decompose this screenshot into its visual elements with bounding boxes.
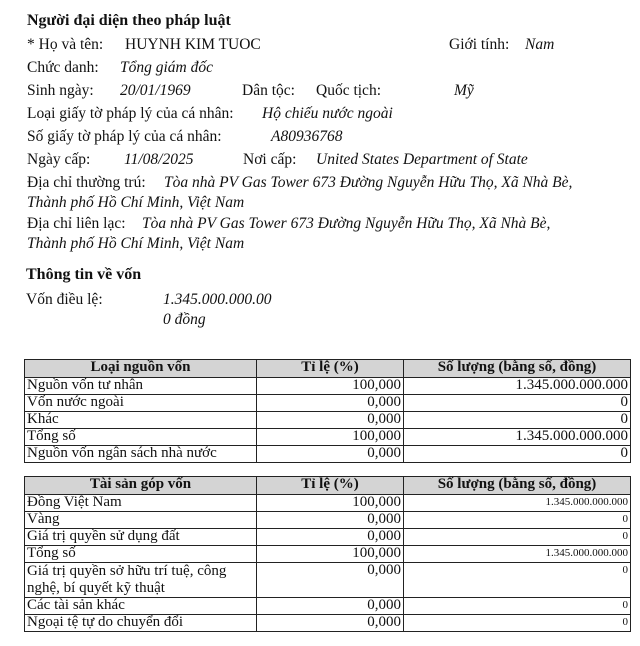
row-ratio: 0,000 (257, 512, 404, 529)
row-ratio: 100,000 (257, 495, 404, 512)
row-amount: 0 (404, 395, 631, 412)
perm-addr-label: Địa chỉ thường trú: (27, 174, 146, 191)
col-header-amount: Số lượng (bằng số, đồng) (404, 360, 631, 378)
row-amount: 1.345.000.000.000 (404, 495, 631, 512)
table-row (25, 412, 631, 429)
row-amount: 0 (404, 598, 631, 615)
contributed-assets-table (24, 476, 631, 632)
row-label: Ngoại tệ tự do chuyển đổi (25, 615, 257, 632)
issue-date-label: Ngày cấp: (27, 151, 91, 168)
row-amount: 0 (404, 446, 631, 463)
doc-no-value: A80936768 (271, 128, 343, 145)
charter-capital-value-line1: 1.345.000.000.00 (163, 291, 272, 308)
nationality-value: Mỹ (454, 82, 474, 99)
table-row (25, 563, 631, 598)
perm-addr-line2: Thành phố Hồ Chí Minh, Việt Nam (27, 194, 245, 211)
row-amount: 1.345.000.000.000 (404, 378, 631, 395)
col-header-amount: Số lượng (bằng số, đồng) (404, 477, 631, 495)
row-amount: 0 (404, 615, 631, 632)
row-ratio: 0,000 (257, 563, 404, 598)
issue-place-label: Nơi cấp: (243, 151, 297, 168)
table-row (25, 446, 631, 463)
perm-addr-line1: Tòa nhà PV Gas Tower 673 Đường Nguyễn Hữu Thọ, Xã Nhà Bè, (164, 174, 573, 191)
row-ratio: 100,000 (257, 429, 404, 446)
col-header-asset-type: Tài sản góp vốn (25, 477, 257, 495)
table-row (25, 529, 631, 546)
row-label: Nguồn vốn tư nhân (25, 378, 257, 395)
col-header-ratio: Tỉ lệ (%) (257, 477, 404, 495)
col-header-source-type: Loại nguồn vốn (25, 360, 257, 378)
table-row (25, 598, 631, 615)
row-ratio: 0,000 (257, 529, 404, 546)
row-label: Vốn nước ngoài (25, 395, 257, 412)
row-amount: 0 (404, 563, 631, 598)
doc-type-label: Loại giấy tờ pháp lý của cá nhân: (27, 105, 234, 122)
charter-capital-label: Vốn điều lệ: (26, 291, 103, 308)
row-label: Vàng (25, 512, 257, 529)
table-row (25, 546, 631, 563)
capital-heading: Thông tin về vốn (26, 266, 142, 283)
ethnic-label: Dân tộc: (242, 82, 295, 99)
row-ratio: 0,000 (257, 446, 404, 463)
doc-no-label: Số giấy tờ pháp lý của cá nhân: (27, 128, 222, 145)
contact-addr-label: Địa chỉ liên lạc: (27, 215, 126, 232)
row-label: Giá trị quyền sử dụng đất (25, 529, 257, 546)
capital-sources-table (24, 359, 631, 463)
table-header-row (25, 360, 631, 378)
contact-addr-line2: Thành phố Hồ Chí Minh, Việt Nam (27, 235, 245, 252)
issue-date-value: 11/08/2025 (124, 151, 194, 168)
gender-value: Nam (525, 36, 555, 53)
title-value: Tổng giám đốc (120, 59, 213, 76)
row-ratio: 100,000 (257, 546, 404, 563)
row-amount: 1.345.000.000.000 (404, 546, 631, 563)
nationality-label: Quốc tịch: (316, 82, 381, 99)
row-ratio: 0,000 (257, 615, 404, 632)
table-row (25, 615, 631, 632)
table-header-row (25, 477, 631, 495)
row-ratio: 0,000 (257, 412, 404, 429)
row-ratio: 0,000 (257, 598, 404, 615)
row-amount: 1.345.000.000.000 (404, 429, 631, 446)
dob-label: Sinh ngày: (27, 82, 94, 99)
charter-capital-value-line2: 0 đồng (163, 311, 206, 328)
row-label: Tổng số (25, 546, 257, 563)
table-row (25, 378, 631, 395)
row-label: Tổng số (25, 429, 257, 446)
row-label: Các tài sản khác (25, 598, 257, 615)
title-label: Chức danh: (27, 59, 99, 76)
doc-type-value: Hộ chiếu nước ngoài (262, 105, 393, 122)
gender-label: Giới tính: (449, 36, 510, 53)
table-row (25, 495, 631, 512)
row-amount: 0 (404, 512, 631, 529)
table-row (25, 512, 631, 529)
col-header-ratio: Tỉ lệ (%) (257, 360, 404, 378)
row-label: Giá trị quyền sở hữu trí tuệ, công nghệ, bí quyết kỹ thuật (25, 563, 257, 598)
issue-place-value: United States Department of State (316, 151, 528, 168)
table-row (25, 429, 631, 446)
row-ratio: 0,000 (257, 395, 404, 412)
name-value: HUYNH KIM TUOC (125, 36, 261, 53)
row-label: Nguồn vốn ngân sách nhà nước (25, 446, 257, 463)
table-row (25, 395, 631, 412)
row-amount: 0 (404, 529, 631, 546)
rep-heading: Người đại diện theo pháp luật (27, 12, 231, 29)
row-label: Đồng Việt Nam (25, 495, 257, 512)
row-ratio: 100,000 (257, 378, 404, 395)
name-label: * Họ và tên: (27, 36, 104, 53)
contact-addr-line1: Tòa nhà PV Gas Tower 673 Đường Nguyễn Hữu Thọ, Xã Nhà Bè, (142, 215, 551, 232)
row-label: Khác (25, 412, 257, 429)
row-amount: 0 (404, 412, 631, 429)
dob-value: 20/01/1969 (120, 82, 191, 99)
